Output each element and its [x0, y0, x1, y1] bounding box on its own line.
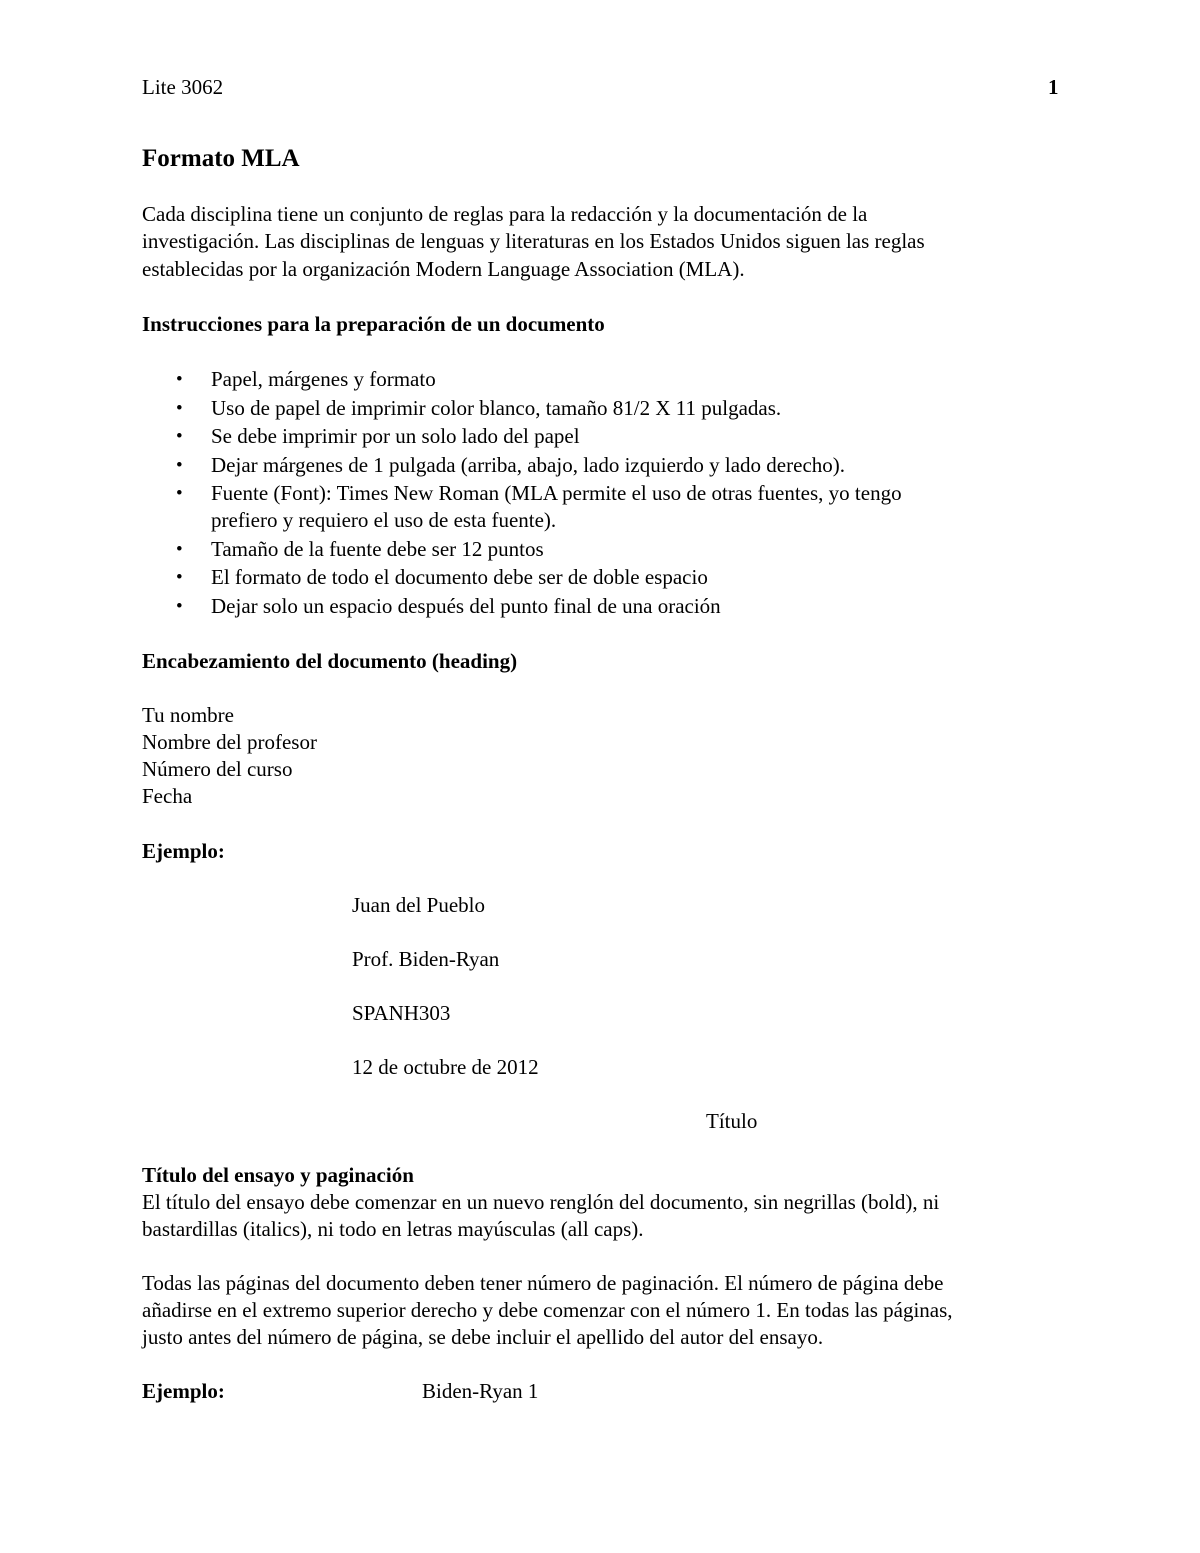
- title-p1-line-2: bastardillas (italics), ni todo en letras mayúsculas (all caps).: [142, 1217, 644, 1241]
- intro-line-2: investigación. Las disciplinas de lenguas y literaturas en los Estados Unidos siguen las reglas: [142, 229, 925, 253]
- example-date: 12 de octubre de 2012: [352, 1055, 539, 1079]
- heading-lines: [142, 702, 317, 810]
- title-p2-line-2: añadirse en el extremo superior derecho y debe comenzar con el número 1. En todas las páginas,: [142, 1298, 953, 1322]
- list-item: • Dejar solo un espacio después del punto final de una oración: [176, 593, 721, 618]
- bullet-icon: •: [176, 483, 183, 504]
- list-item-continuation: prefiero y requiero el uso de esta fuente).: [211, 508, 557, 532]
- list-item: • Dejar márgenes de 1 pulgada (arriba, abajo, lado izquierdo y lado derecho).: [176, 452, 846, 477]
- example-2-value: Biden-Ryan 1: [422, 1379, 539, 1403]
- heading-line: Número del curso: [142, 757, 293, 781]
- bullet-icon: •: [176, 397, 183, 419]
- page-title: Formato MLA: [142, 145, 300, 172]
- bullet-icon: •: [176, 567, 183, 588]
- title-section-heading: Título del ensayo y paginación: [142, 1163, 414, 1187]
- heading-line: Tu nombre: [142, 703, 234, 727]
- example-name: Juan del Pueblo: [352, 893, 485, 917]
- instructions-heading: Instrucciones para la preparación de un documento: [142, 312, 605, 336]
- heading-line: Fecha: [142, 784, 193, 808]
- example-course: SPANH303: [352, 1001, 451, 1025]
- bullet-icon: •: [176, 426, 183, 447]
- title-p2-line-3: justo antes del número de página, se debe incluir el apellido del autor del ensayo.: [142, 1325, 824, 1349]
- example-label: Ejemplo:: [142, 839, 225, 863]
- example-2-label: Ejemplo:: [142, 1379, 225, 1403]
- heading-line: Nombre del profesor: [142, 730, 317, 754]
- example-professor: Prof. Biden-Ryan: [352, 947, 500, 971]
- bullet-icon: •: [176, 595, 183, 617]
- list-item: • Tamaño de la fuente debe ser 12 puntos: [176, 536, 544, 561]
- list-item: • El formato de todo el documento debe ser de doble espacio: [176, 565, 708, 589]
- instructions-list: [142, 366, 1042, 621]
- running-header-page-number: 1: [1048, 75, 1059, 99]
- bullet-icon: •: [176, 538, 183, 560]
- list-item: • Fuente (Font): Times New Roman (MLA permite el uso de otras fuentes, yo tengo prefiero y requiero el uso de esta fuente).: [176, 481, 902, 532]
- intro-line-1: Cada disciplina tiene un conjunto de reglas para la redacción y la documentación de la: [142, 202, 868, 226]
- intro-line-3: establecidas por la organización Modern Language Association (MLA).: [142, 257, 745, 281]
- bullet-icon: •: [176, 454, 183, 476]
- heading-section-title: Encabezamiento del documento (heading): [142, 649, 518, 673]
- list-item: • Papel, márgenes y formato: [176, 367, 436, 391]
- list-item: • Se debe imprimir por un solo lado del papel: [176, 424, 580, 448]
- list-item: • Uso de papel de imprimir color blanco, tamaño 81/2 X 11 pulgadas.: [176, 395, 782, 420]
- title-p1-line-1: El título del ensayo debe comenzar en un nuevo renglón del documento, sin negrillas (bold), ni: [142, 1190, 940, 1214]
- example-title: Título: [706, 1109, 758, 1133]
- running-header-course: Lite 3062: [142, 75, 224, 99]
- bullet-icon: •: [176, 369, 183, 390]
- title-p2-line-1: Todas las páginas del documento deben tener número de paginación. El número de página debe: [142, 1271, 944, 1295]
